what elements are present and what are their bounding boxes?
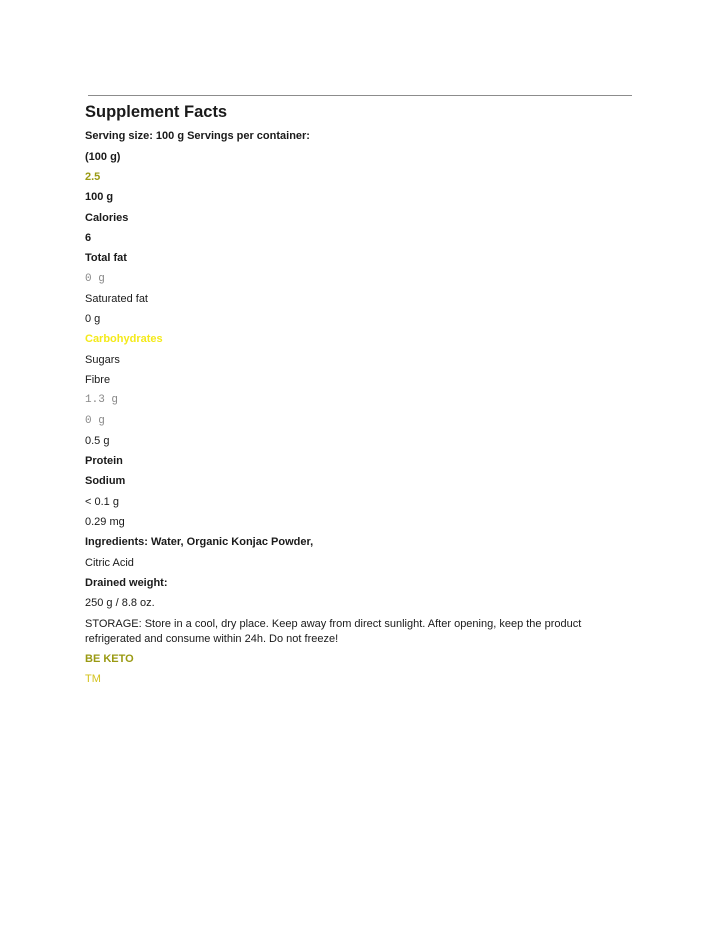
servings-value: 2.5 — [85, 171, 101, 183]
protein-value: < 0.1 g — [85, 496, 119, 508]
drained-weight-value: 250 g / 8.8 oz. — [85, 597, 155, 609]
sodium-label: Sodium — [85, 475, 126, 487]
top-divider — [88, 95, 632, 96]
fibre-label: Fibre — [85, 374, 111, 386]
trademark-mark: TM — [85, 673, 101, 685]
total-fat-label: Total fat — [85, 252, 127, 264]
ingredients-line: Ingredients: Water, Organic Konjac Powder, — [85, 536, 314, 548]
sugars-label: Sugars — [85, 354, 120, 366]
page-title: Supplement Facts — [85, 103, 228, 121]
carbohydrates-value: 1.3 g — [85, 394, 119, 406]
fibre-value: 0.5 g — [85, 435, 110, 447]
serving-grams: (100 g) — [85, 151, 121, 163]
protein-label: Protein — [85, 455, 123, 467]
carbohydrates-label: Carbohydrates — [85, 333, 163, 345]
calories-label: Calories — [85, 212, 129, 224]
ingredients-continued: Citric Acid — [85, 557, 134, 569]
saturated-fat-label: Saturated fat — [85, 293, 148, 305]
saturated-fat-value: 0 g — [85, 313, 101, 325]
sodium-value: 0.29 mg — [85, 516, 125, 528]
sugars-value: 0 g — [85, 415, 105, 427]
total-fat-value: 0 g — [85, 273, 105, 285]
brand-name: BE KETO — [85, 653, 134, 665]
amount-per-100g: 100 g — [85, 191, 114, 203]
calories-value: 6 — [85, 232, 92, 244]
serving-info: Serving size: 100 g Servings per container: — [85, 130, 310, 142]
drained-weight-label: Drained weight: — [85, 577, 168, 589]
storage-instructions: STORAGE: Store in a cool, dry place. Keep away from direct sunlight. After opening, keep the product refrigerated and consume within 24h. Do not freeze! — [85, 618, 582, 645]
